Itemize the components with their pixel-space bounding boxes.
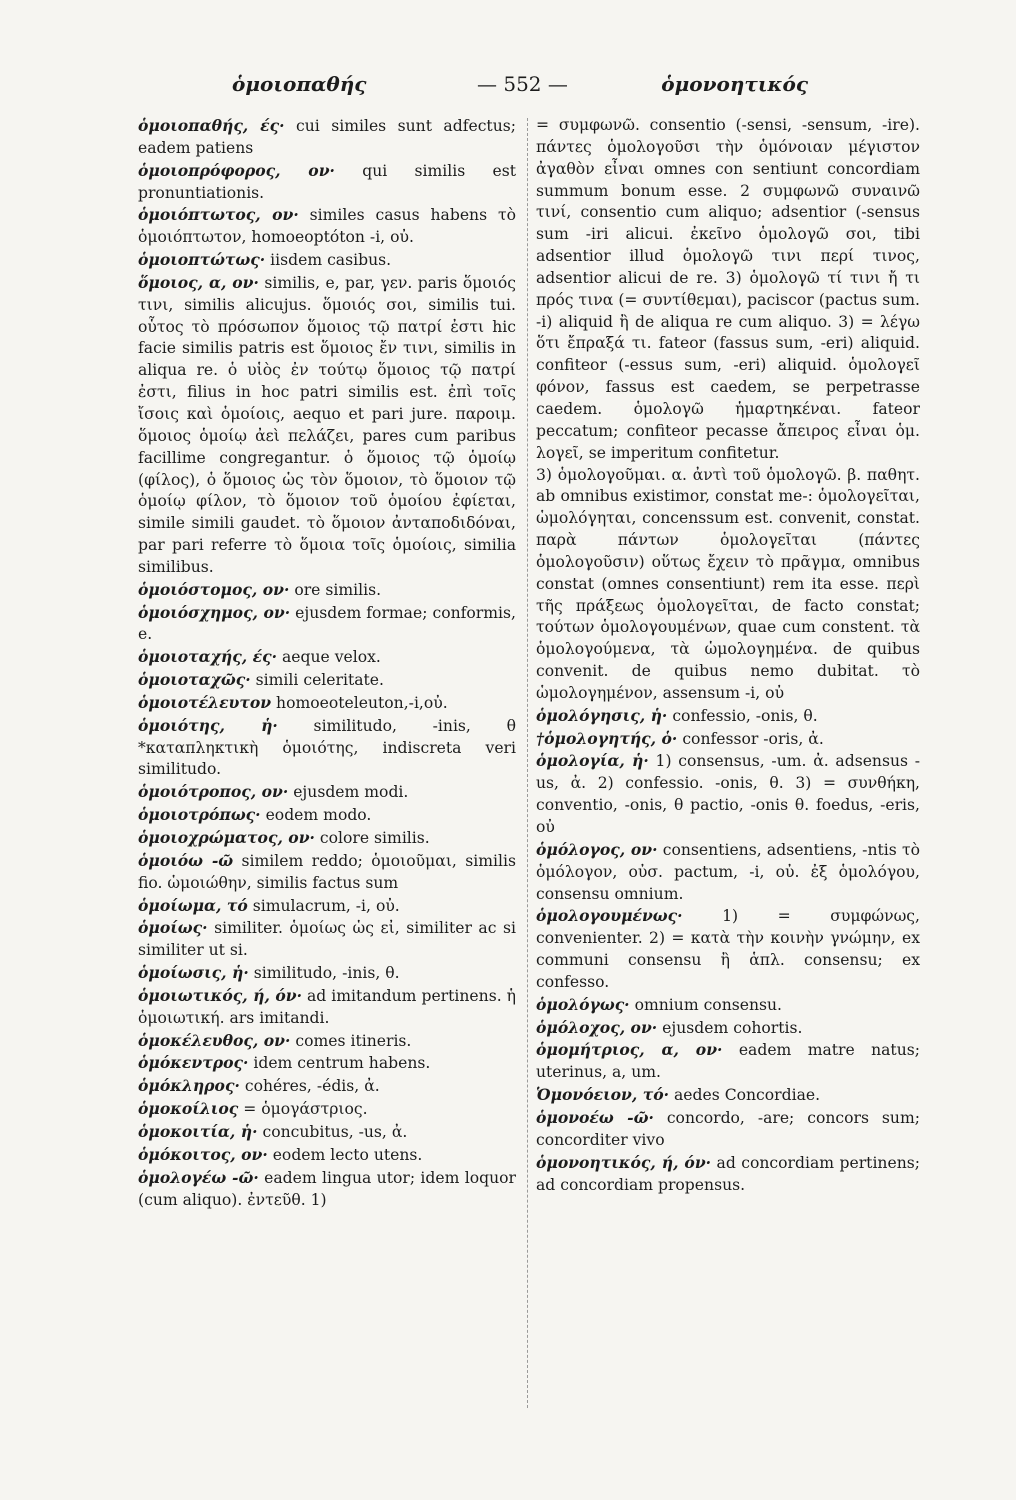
dictionary-entry — [536, 465, 920, 705]
dictionary-entry — [138, 962, 516, 985]
entry-definition: similis, e, par, γεν. paris ὅμοιός τινι, similis alicujus. ὅμοιός σοι, similis tui. οὗτος τὸ πρόσωπον ὅμοιος τῷ πατρί ἐστι hic facie similis patris est ὅμοιος ἔν τινι, similis in aliqua re. ὁ υἱὸς ἐν τούτῳ ὅμοιος τῷ πατρί ἐστι, filius in hoc patri similis est. ἐπὶ τοῖς ἴσοις καὶ ὁμοίοις, aequo et pari jure. παροιμ. ὅμοιος ὁμοίῳ ἀεὶ πελάζει, pares cum paribus facillime congregantur. ὁ ὅμοιος τῷ ὁμοίῳ (φίλος), ὁ ὅμοιος ὡς τὸν ὅμοιον, τὸ ὅμοιον τῷ ὁμοίῳ φίλον, τὸ ὅμοιον τοῦ ὁμοίου ἐφίεται, simile simili gaudet. τὸ ὅμοιον ἀνταποδιδόναι, par pari referre τὸ ὅμοια τοῖς ὁμοίοις, similia similibus. — [138, 273, 516, 576]
entry-definition: ejusdem cohortis. — [657, 1018, 803, 1037]
dictionary-entry — [138, 669, 516, 692]
entry-definition: concordo, -are; concors sum; concorditer vivo — [536, 1108, 920, 1149]
entry-definition: simili celeritate. — [250, 671, 384, 690]
entry-headword: ὁμοίωμα, τό — [138, 895, 248, 915]
entry-headword: ὁμολόγησις, ἡ· — [536, 705, 668, 725]
entry-headword: ὁμοιοταχῶς· — [138, 670, 251, 690]
entry-headword: ὁμοιόσχημος, ον· — [138, 602, 291, 622]
entry-definition: similes casus habens τὸ ὁμοιόπτωτον, homoeoptóton -i, οὐ. — [138, 206, 516, 247]
entry-headword: ὁμοιοτέλευτον — [138, 692, 272, 712]
dictionary-entry — [536, 705, 920, 728]
dictionary-entry — [138, 1098, 516, 1121]
dictionary-entry — [138, 249, 516, 272]
dictionary-entry — [536, 994, 920, 1017]
entry-definition: concubitus, -us, ἀ. — [257, 1122, 408, 1141]
entry-definition: ad concordiam pertinens; ad concordiam propensus. — [536, 1153, 920, 1194]
entry-headword: ὁμοιοπτώτως· — [138, 250, 266, 270]
entry-definition: ejusdem formae; conformis, e. — [138, 603, 516, 644]
entry-headword: ὁμοιωτικός, ή, όν· — [138, 985, 303, 1005]
entry-definition: eodem modo. — [260, 806, 372, 825]
entry-definition: simulacrum, -i, οὐ. — [247, 896, 400, 915]
column-divider — [527, 118, 528, 1408]
entry-headword: ὁμοιοπαθής, ές· — [138, 116, 285, 135]
dictionary-entry — [138, 1030, 516, 1053]
dictionary-entry — [138, 1075, 516, 1098]
entry-headword: ὁμονοέω -ῶ· — [536, 1107, 654, 1127]
dictionary-entry — [536, 1017, 920, 1040]
dictionary-entry — [536, 750, 920, 838]
running-header — [232, 72, 808, 106]
dictionary-entry — [138, 895, 516, 918]
entry-headword: ὅμοιος, α, ον· — [138, 272, 259, 292]
entry-definition: consentiens, adsentiens, -ntis τὸ ὁμόλογον, οὐσ. pactum, -i, οὐ. ἐξ ὁμολόγου, consensu omnium. — [536, 840, 921, 903]
dictionary-entry — [138, 917, 516, 962]
entry-headword: ὁμοιότης, ἡ· — [138, 715, 278, 735]
entry-definition: eadem matre natus; uterinus, a, um. — [536, 1041, 920, 1082]
entry-headword: ὁμονοητικός, ή, όν· — [536, 1152, 712, 1172]
entry-headword: ὁμοιότροπος, ον· — [138, 782, 289, 802]
dictionary-entry — [138, 1121, 516, 1144]
entry-definition: similitudo, -inis, θ *καταπληκτικὴ ὁμοιότης, indiscreta veri similitudo. — [138, 716, 516, 779]
dictionary-entry — [138, 579, 516, 602]
left-column — [138, 115, 516, 1211]
entry-definition: iisdem casibus. — [265, 251, 392, 270]
entry-headword: ὁμοκοιτία, ἡ· — [138, 1121, 258, 1141]
entry-definition: 3) ὁμολογοῦμαι. α. ἀντὶ τοῦ ὁμολογῶ. β. παθητ. ab omnibus existimor, constat me-: ὁμολογεῖται, ὡμολόγηται, concenssum est. convenit, constat. παρὰ πάντων ὁμολογεῖται (πάντες ὁμολογοῦσιν) οὕτως ἔχειν τὸ πρᾶγμα, omnibus constat (omnes consentiunt) rem ita esse. περὶ τῆς πράξεως ὁμολογεῖται, de facto constat; τούτων ὁμολογουμένων, quae cum constent. τὰ ὁμολογούμενα, τὰ ὡμολογημένα. de quibus convenit. de quibus nemo dubitat. τὸ ὡμολογημένον, assensum -i, οὐ — [536, 465, 920, 702]
entry-definition: 1) consensus, -um. ἀ. adsensus -us, ἀ. 2) confessio. -onis, θ. 3) = συνθήκη, conventio, -onis, θ pactio, -onis θ. foedus, -eris, οὐ — [536, 752, 921, 836]
dictionary-entry — [138, 804, 516, 827]
entry-definition: confessio, -onis, θ. — [667, 706, 818, 725]
entry-definition: 1) = συμφώνως, convenienter. 2) = κατὰ τὴν κοινὴν γνώμην, ex communi consensu ἢ ἁπλ. consensu; ex confesso. — [536, 907, 920, 991]
entry-definition: ejusdem modi. — [288, 783, 409, 802]
entry-headword: ὁμοιοχρώματος, ον· — [138, 828, 315, 847]
entry-definition: eadem lingua utor; idem loquor (cum aliquo). ἐντεῦθ. 1) — [138, 1168, 516, 1209]
dictionary-entry — [138, 204, 516, 249]
page-number: — 552 — — [477, 72, 568, 96]
right-running-headword: ὁμονοητικός — [661, 72, 808, 96]
entry-headword: ὁμοίως· — [138, 918, 208, 938]
entry-headword: ὁμοιοτρόπως· — [138, 805, 261, 825]
left-running-headword: ὁμοιοπαθής — [232, 72, 367, 96]
entry-headword: †ὁμολογητής, ὁ· — [536, 728, 678, 748]
entry-definition: = ὁμογάστριος. — [238, 1100, 368, 1119]
dictionary-entry — [138, 602, 516, 647]
dictionary-entry — [536, 115, 920, 465]
entry-definition: omnium consensu. — [629, 995, 783, 1014]
entry-headword: ὁμολόγως· — [536, 994, 630, 1014]
dictionary-entry — [536, 1152, 920, 1197]
entry-headword: ὁμοιόπτωτος, ον· — [138, 205, 299, 225]
entry-definition: aeque velox. — [277, 648, 381, 667]
entry-definition: similiter. ὁμοίως ὡς εἰ, similiter ac si similiter ut si. — [138, 919, 516, 960]
entry-headword: ὁμόκοιτος, ον· — [138, 1144, 268, 1164]
dictionary-entry — [138, 827, 516, 850]
entry-headword: ὁμολογουμένως· — [536, 906, 683, 926]
entry-definition: ad imitandum pertinens. ἡ ὁμοιωτική. ars imitandi. — [138, 986, 516, 1027]
entry-headword: ὁμοιοταχής, ές· — [138, 647, 278, 667]
entry-headword: ὁμομήτριος, α, ον· — [536, 1040, 723, 1060]
dictionary-entry — [536, 728, 920, 751]
entry-definition: cohéres, -édis, ἀ. — [239, 1077, 380, 1096]
dictionary-entry — [138, 1144, 516, 1167]
dictionary-entry — [536, 905, 920, 993]
dictionary-entry — [138, 1052, 516, 1075]
entry-headword: ὁμοιοπρόφορος, ον· — [138, 160, 335, 180]
entry-headword: ὁμοκέλευθος, ον· — [138, 1030, 291, 1050]
dictionary-entry — [536, 1084, 920, 1107]
entry-headword: ὁμόλογος, ον· — [536, 839, 658, 859]
entry-headword: ὁμοιόστομος, ον· — [138, 579, 290, 599]
dictionary-entry — [138, 781, 516, 804]
dictionary-entry — [138, 646, 516, 669]
dictionary-entry — [536, 839, 920, 906]
dictionary-entry — [138, 850, 516, 895]
entry-headword: ὁμοκοίλιος — [138, 1099, 239, 1119]
entry-definition: idem centrum habens. — [248, 1054, 431, 1073]
entry-definition: confessor -oris, ἀ. — [677, 729, 824, 748]
entry-headword: Ὁμονόειον, τό· — [536, 1085, 670, 1105]
entry-headword: ὁμόκληρος· — [138, 1076, 240, 1096]
entry-headword: ὁμολογέω -ῶ· — [138, 1167, 259, 1187]
entry-definition: similitudo, -inis, θ. — [248, 964, 400, 983]
dictionary-entry — [138, 272, 516, 579]
entry-headword: ὁμόκεντρος· — [138, 1053, 249, 1073]
entry-definition: = συμφωνῶ. consentio (-sensi, -sensum, -ire). πάντες ὁμολογοῦσι τὴν ὁμόνοιαν μέγιστον ἀγαθὸν εἶναι omnes con sentiunt concordiam summum bonum esse. 2 συμφωνῶ συναινῶ τινί, consentio cum aliquo; adsentior (-sensus sum -iri alicui. ἐκεῖνο ὁμολογῶ σοι, tibi adsentior illud ὁμολογῶ τινι περί τινος, adsentior alicui de re. 3) ὁμολογῶ τί τινι ἤ τι πρός τινα (= συντίθεμαι), paciscor (pactus sum. -i) aliquid ἢ de aliqua re cum aliquo. 3) = λέγω ὅτι ἔπραξά τι. fateor (fassus sum, -eri) aliquid. confiteor (-essus sum, -eri) aliquid. ὁμολογεῖ φόνον, fassus est caedem, se perpetrasse caedem. ὁμολογῶ ἡμαρτηκέναι. fateor peccatum; confiteor pecasse ἄπειρος εἶναι ὁμ. λογεῖ, se imperitum confitetur. — [536, 116, 920, 462]
entry-definition: aedes Concordiae. — [669, 1086, 821, 1105]
dictionary-entry — [536, 1107, 920, 1152]
dictionary-entry — [536, 1039, 920, 1084]
dictionary-entry — [138, 692, 516, 715]
entry-definition: homoeoteleuton,-i,οὐ. — [271, 693, 448, 712]
dictionary-entry — [138, 985, 516, 1030]
entry-headword: ὁμοίωσις, ἡ· — [138, 963, 249, 983]
dictionary-entry — [138, 1167, 516, 1212]
entry-definition: qui similis est pronuntiationis. — [138, 161, 516, 202]
entry-definition: ore similis. — [289, 580, 382, 599]
dictionary-entry — [138, 160, 516, 205]
entry-headword: ὁμόλοχος, ον· — [536, 1017, 658, 1037]
dictionary-entry — [138, 115, 516, 160]
entry-definition: comes itineris. — [290, 1031, 412, 1050]
entry-headword: ὁμοιόω -ῶ — [138, 850, 234, 870]
entry-headword: ὁμολογία, ἡ· — [536, 751, 649, 771]
dictionary-entry — [138, 715, 516, 782]
entry-definition: colore similis. — [314, 829, 430, 847]
entry-definition: cui similes sunt adfectus; eadem patiens — [138, 117, 516, 157]
entry-definition: similem reddo; ὁμοιοῦμαι, similis fio. ὡμοιώθην, similis factus sum — [138, 851, 516, 892]
right-column — [536, 115, 920, 1196]
entry-definition: eodem lecto utens. — [267, 1145, 423, 1164]
